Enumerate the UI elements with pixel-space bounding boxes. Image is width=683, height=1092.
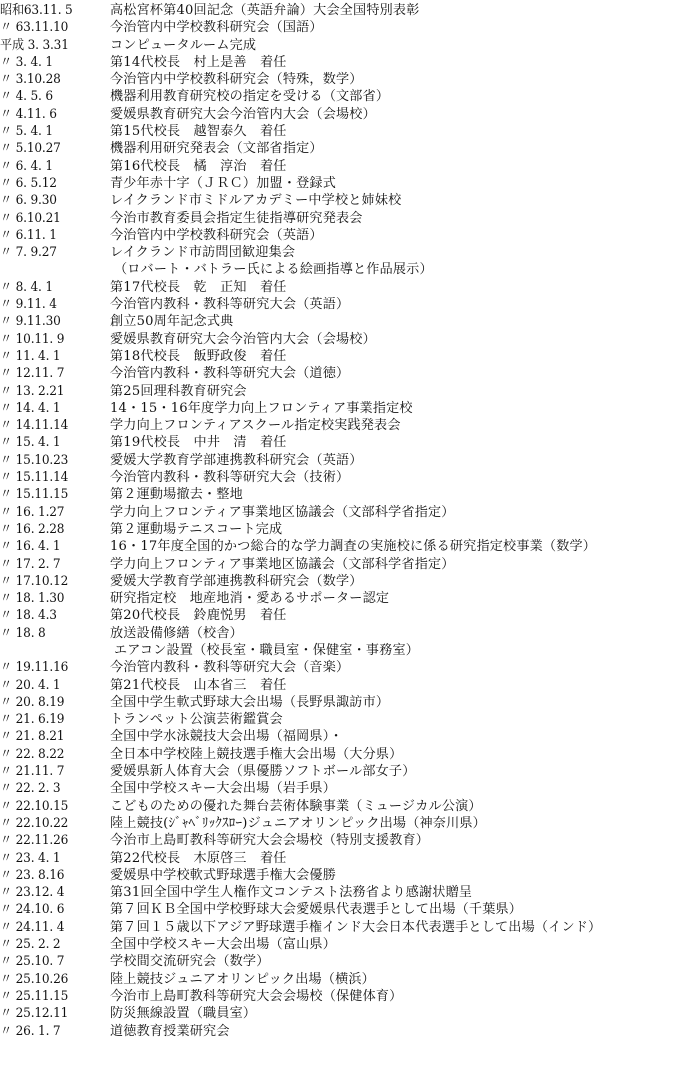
timeline-entry [0, 763, 683, 780]
entry-date: 〃 21. 6.19 [0, 712, 65, 728]
timeline-entry [0, 1005, 683, 1022]
entry-date: 〃 4.11. 6 [0, 106, 57, 122]
timeline-entry [0, 901, 683, 918]
entry-description: 第２運動場撤去・整地 [110, 487, 243, 503]
timeline-entry [0, 746, 683, 763]
entry-date: 〃 22.10.22 [0, 815, 69, 831]
entry-description: 今治管内教科・教科等研究大会（音楽） [110, 660, 350, 676]
entry-description: 愛媛大学教育学部連携教科研究会（英語） [110, 452, 363, 468]
timeline-entry [0, 19, 683, 36]
timeline-entry [0, 434, 683, 451]
entry-date: 〃 25.12.11 [0, 1006, 69, 1022]
entry-date: 〃 18. 4.3 [0, 608, 57, 624]
entry-description: 第７回１５歳以下アジア野球選手権インド大会日本代表選手として出場（インド） [110, 919, 602, 935]
entry-description: 第25回理科教育研究会 [110, 383, 247, 399]
entry-description: 学力向上フロンティア事業地区協議会（文部科学省指定） [110, 556, 455, 572]
timeline-entry [0, 244, 683, 261]
entry-date: 〃 18. 8 [0, 625, 46, 641]
entry-date: 〃 16. 1.27 [0, 504, 65, 520]
timeline-entry [0, 88, 683, 105]
entry-description: 今治管内教科・教科等研究大会（英語） [110, 297, 350, 313]
entry-date: 〃 15.11.15 [0, 487, 69, 503]
entry-date: 〃 19.11.16 [0, 660, 69, 676]
entry-description: 14・15・16年度学力向上フロンティア事業指定校 [110, 400, 413, 416]
entry-description: こどものための優れた舞台芸術体験事業（ミュージカル公演） [110, 798, 482, 814]
timeline-entry [0, 694, 683, 711]
timeline-entry [0, 313, 683, 330]
entry-description: 愛媛県新人体育大会（県優勝ソフトボール部女子） [110, 764, 416, 780]
entry-description: 第15代校長 越智泰久 着任 [110, 124, 287, 140]
entry-description: 第19代校長 中井 清 着任 [110, 435, 287, 451]
entry-description: 愛媛大学教育学部連携教科研究会（数学） [110, 573, 363, 589]
timeline-entry [0, 919, 683, 936]
timeline-entry [0, 815, 683, 832]
timeline-entry [0, 988, 683, 1005]
timeline-entry [0, 953, 683, 970]
entry-date: 〃 4. 5. 6 [0, 89, 53, 105]
timeline-entry [0, 728, 683, 745]
entry-description: 学校間交流研究会（数学） [110, 954, 270, 970]
entry-date: 〃 6.10.21 [0, 210, 61, 226]
timeline-entry [0, 227, 683, 244]
entry-date: 〃 24.11. 4 [0, 919, 65, 935]
timeline-entry [0, 123, 683, 140]
timeline-entry [0, 971, 683, 988]
timeline-entry [0, 867, 683, 884]
entry-date: 〃 15.10.23 [0, 452, 69, 468]
timeline-entry [0, 158, 683, 175]
entry-description: 全国中学校スキー大会出場（岩手県） [110, 781, 337, 797]
entry-description: 陸上競技(ｼﾞｬﾍﾞﾘｯｸｽﾛｰ)ジュニアオリンピック出場（神奈川県） [110, 815, 486, 831]
timeline-entry [0, 677, 683, 694]
entry-description: 創立50周年記念式典 [110, 314, 234, 330]
entry-description: 第14代校長 村上是善 着任 [110, 54, 287, 70]
entry-date: 〃 16. 4. 1 [0, 539, 61, 555]
entry-description: 愛媛県教育研究大会今治管内大会（会場校） [110, 331, 376, 347]
entry-date: 〃 21.11. 7 [0, 764, 65, 780]
timeline-entry [0, 365, 683, 382]
timeline-entry [0, 936, 683, 953]
entry-description: レイクランド市ミドルアカデミー中学校と姉妹校 [110, 193, 402, 209]
timeline-entry [0, 711, 683, 728]
entry-description: 今治管内中学校教科研究会（英語） [110, 227, 323, 243]
history-timeline [0, 2, 683, 1040]
entry-description: 第22代校長 木原啓三 着任 [110, 850, 287, 866]
timeline-entry [0, 331, 683, 348]
timeline-entry [0, 452, 683, 469]
timeline-entry [0, 590, 683, 607]
entry-date: 〃 23. 4. 1 [0, 850, 61, 866]
entry-description: コンピュータルーム完成 [110, 37, 257, 53]
entry-description: 今治管内教科・教科等研究大会（技術） [110, 470, 350, 486]
entry-description: 第21代校長 山本省三 着任 [110, 677, 287, 693]
entry-date: 〃 11. 4. 1 [0, 348, 61, 364]
entry-date: 〃 15. 4. 1 [0, 435, 61, 451]
entry-description: 第20代校長 鈴鹿悦男 着任 [110, 608, 287, 624]
timeline-entry [0, 1023, 683, 1040]
entry-date: 〃 14.11.14 [0, 418, 69, 434]
entry-date: 〃 16. 2.28 [0, 521, 65, 537]
entry-date: 〃 5. 4. 1 [0, 124, 53, 140]
entry-description: 第７回ＫＢ全国中学校野球大会愛媛県代表選手として出場（千葉県） [110, 902, 523, 918]
entry-date: 〃 13. 2.21 [0, 383, 65, 399]
entry-description: 今治市上島町教科等研究大会会場校（保健体育） [110, 988, 403, 1004]
entry-date: 〃 17.10.12 [0, 573, 69, 589]
timeline-entry [0, 175, 683, 192]
entry-description: 16・17年度全国的かつ総合的な学力調査の実施校に係る研究指定校事業（数学） [110, 539, 597, 555]
timeline-entry [0, 400, 683, 417]
entry-date: 〃 26. 1. 7 [0, 1023, 61, 1039]
entry-date: 〃 22.10.15 [0, 798, 69, 814]
entry-date: 〃 9.11.30 [0, 314, 61, 330]
entry-description: 青少年赤十字（ＪＲＣ）加盟・登録式 [110, 175, 337, 191]
entry-date: 〃 22. 8.22 [0, 746, 65, 762]
timeline-entry [0, 192, 683, 209]
entry-description: 全国中学校スキー大会出場（富山県） [110, 937, 337, 953]
timeline-entry [0, 521, 683, 538]
timeline-entry [0, 348, 683, 365]
entry-description: 研究指定校 地産地消・愛あるサポーター認定 [110, 591, 390, 607]
entry-date: 〃 6. 5.12 [0, 175, 57, 191]
entry-date: 〃 23. 8.16 [0, 867, 65, 883]
entry-date: 〃 23.12. 4 [0, 885, 65, 901]
entry-description: 全国中学生軟式野球大会出場（長野県諏訪市） [110, 694, 390, 710]
timeline-entry [0, 538, 683, 555]
entry-date: 〃 6. 4. 1 [0, 158, 53, 174]
entry-description: 愛媛県教育研究大会今治管内大会（会場校） [110, 106, 376, 122]
timeline-entry [0, 659, 683, 676]
entry-description: エアコン設置（校長室・職員室・保健室・事務室） [113, 642, 420, 658]
timeline-entry [0, 383, 683, 400]
entry-description: 今治管内中学校教科研究会（国語） [110, 20, 323, 36]
entry-description: 全国中学水泳競技大会出場（福岡県）・ [110, 729, 343, 745]
entry-description: レイクランド市訪問団歓迎集会 [110, 245, 296, 261]
entry-date [0, 261, 101, 278]
entry-date: 〃 7. 9.27 [0, 245, 57, 261]
entry-date: 〃 15.11.14 [0, 470, 69, 486]
entry-date: 〃 9.11. 4 [0, 297, 57, 313]
timeline-entry [0, 210, 683, 227]
entry-date: 〃 22.11.26 [0, 833, 69, 849]
entry-date: 〃 25.11.15 [0, 988, 69, 1004]
entry-date: 〃 63.11.10 [0, 20, 69, 36]
timeline-entry [0, 625, 683, 642]
timeline-entry [0, 279, 683, 296]
timeline-entry [0, 37, 683, 54]
entry-description: 第２運動場テニスコート完成 [110, 521, 283, 537]
entry-date: 〃 24.10. 6 [0, 902, 65, 918]
entry-description: 第17代校長 乾 正知 着任 [110, 279, 287, 295]
entry-date: 〃 6.11. 1 [0, 227, 57, 243]
entry-description: 第16代校長 橘 淳治 着任 [110, 158, 287, 174]
entry-description: トランペット公演芸術鑑賞会 [110, 712, 283, 728]
timeline-entry-continuation [0, 642, 683, 659]
entry-date: 〃 25.10.26 [0, 971, 69, 987]
entry-description: 学力向上フロンティア事業地区協議会（文部科学省指定） [110, 504, 455, 520]
entry-description: 道徳教育授業研究会 [110, 1023, 230, 1039]
entry-date: 〃 5.10.27 [0, 141, 61, 157]
timeline-entry [0, 504, 683, 521]
entry-date: 〃 14. 4. 1 [0, 400, 61, 416]
entry-date: 〃 25. 2. 2 [0, 937, 61, 953]
entry-description: 第31回全国中学生人権作文コンテスト法務省より感謝状贈呈 [110, 885, 473, 901]
timeline-entry [0, 71, 683, 88]
entry-date: 昭和63.11. 5 [0, 3, 73, 18]
timeline-entry [0, 486, 683, 503]
timeline-entry [0, 469, 683, 486]
entry-date: 〃 22. 2. 3 [0, 781, 61, 797]
entry-date: 〃 20. 8.19 [0, 694, 65, 710]
entry-description: 第18代校長 飯野政俊 着任 [110, 348, 287, 364]
timeline-entry [0, 417, 683, 434]
entry-date: 〃 17. 2. 7 [0, 556, 61, 572]
entry-date: 〃 21. 8.21 [0, 729, 65, 745]
timeline-entry [0, 884, 683, 901]
entry-description: 今治市教育委員会指定生徒指導研究発表会 [110, 210, 363, 226]
entry-date: 〃 10.11. 9 [0, 331, 65, 347]
entry-date: 〃 12.11. 7 [0, 366, 65, 382]
timeline-entry [0, 832, 683, 849]
entry-description: 全日本中学校陸上競技選手権大会出場（大分県） [110, 746, 403, 762]
entry-description: 機器利用教育研究校の指定を受ける（文部省） [110, 89, 390, 105]
entry-date: 〃 8. 4. 1 [0, 279, 53, 295]
timeline-entry [0, 780, 683, 797]
entry-date: 〃 25.10. 7 [0, 954, 65, 970]
entry-description: （ロバート・バトラー氏による絵画指導と作品展示） [113, 262, 433, 278]
timeline-entry [0, 54, 683, 71]
entry-date [0, 642, 101, 659]
entry-description: 防災無線設置（職員室） [110, 1006, 257, 1022]
entry-description: 今治管内教科・教科等研究大会（道徳） [110, 366, 350, 382]
timeline-entry [0, 556, 683, 573]
timeline-entry-continuation [0, 261, 683, 278]
entry-description: 学力向上フロンティアスクール指定校実践発表会 [110, 418, 401, 434]
entry-description: 機器利用研究発表会（文部省指定） [110, 141, 323, 157]
timeline-entry [0, 296, 683, 313]
timeline-entry [0, 573, 683, 590]
entry-description: 愛媛県中学校軟式野球選手権大会優勝 [110, 867, 337, 883]
entry-date: 〃 20. 4. 1 [0, 677, 61, 693]
entry-description: 今治市上島町教科等研究大会会場校（特別支援教育） [110, 833, 430, 849]
entry-date: 平成 3. 3.31 [0, 37, 69, 53]
timeline-entry [0, 106, 683, 123]
entry-date: 〃 18. 1.30 [0, 591, 65, 607]
timeline-entry [0, 607, 683, 624]
entry-date: 〃 3.10.28 [0, 72, 61, 88]
entry-date: 〃 3. 4. 1 [0, 54, 53, 70]
entry-description: 放送設備修繕（校舎） [110, 625, 243, 641]
entry-description: 今治管内中学校教科研究会（特殊，数学） [110, 72, 363, 88]
entry-description: 陸上競技ジュニアオリンピック出場（横浜） [110, 971, 375, 987]
entry-date: 〃 6. 9.30 [0, 193, 57, 209]
timeline-entry [0, 798, 683, 815]
entry-description: 高松宮杯第40回記念（英語弁論）大会全国特別表彰 [110, 3, 420, 18]
timeline-entry [0, 140, 683, 157]
timeline-entry [0, 2, 683, 19]
timeline-entry [0, 850, 683, 867]
